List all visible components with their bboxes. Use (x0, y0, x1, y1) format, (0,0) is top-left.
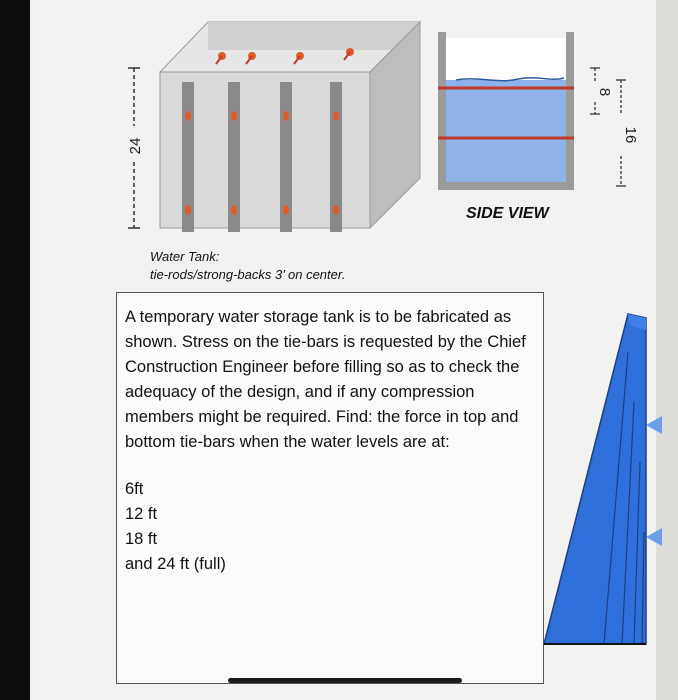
water-depth-dim-text: 16 (622, 126, 639, 144)
caption-line-1: Water Tank: (150, 249, 220, 264)
problem-text: A temporary water storage tank is to be fabricated as shown. Stress on the tie-bars is requested by the Chief Construction Engineer before filling so as to check the adequacy of the design, and if any compression members might be required. Find: the force in top and bottom tie-bars when the water levels are at: (125, 308, 526, 451)
figure-caption (150, 248, 345, 284)
caption-line-2: tie-rods/strong-backs 3’ on center. (150, 267, 346, 282)
water-level-item: 18 ft (125, 530, 158, 548)
pressure-diagram (544, 312, 664, 646)
water-level-item: 6ft (125, 480, 144, 498)
tie-level-marker-icon (646, 416, 662, 434)
problem-statement-box (116, 292, 544, 684)
tank-isometric-drawing (120, 10, 430, 250)
water-levels-list (125, 477, 535, 577)
side-view-drawing (438, 32, 638, 202)
water-level-item: and 24 ft (full) (125, 555, 226, 573)
side-view-label: SIDE VIEW (466, 205, 549, 222)
home-indicator (228, 678, 462, 683)
tank-height-dim-text: 24 (127, 137, 144, 155)
tie-level-marker-icon (646, 528, 662, 546)
tank-height-dimension (118, 66, 158, 236)
tie-spacing-dim-text: 8 (596, 87, 613, 97)
water-level-item: 12 ft (125, 505, 158, 523)
